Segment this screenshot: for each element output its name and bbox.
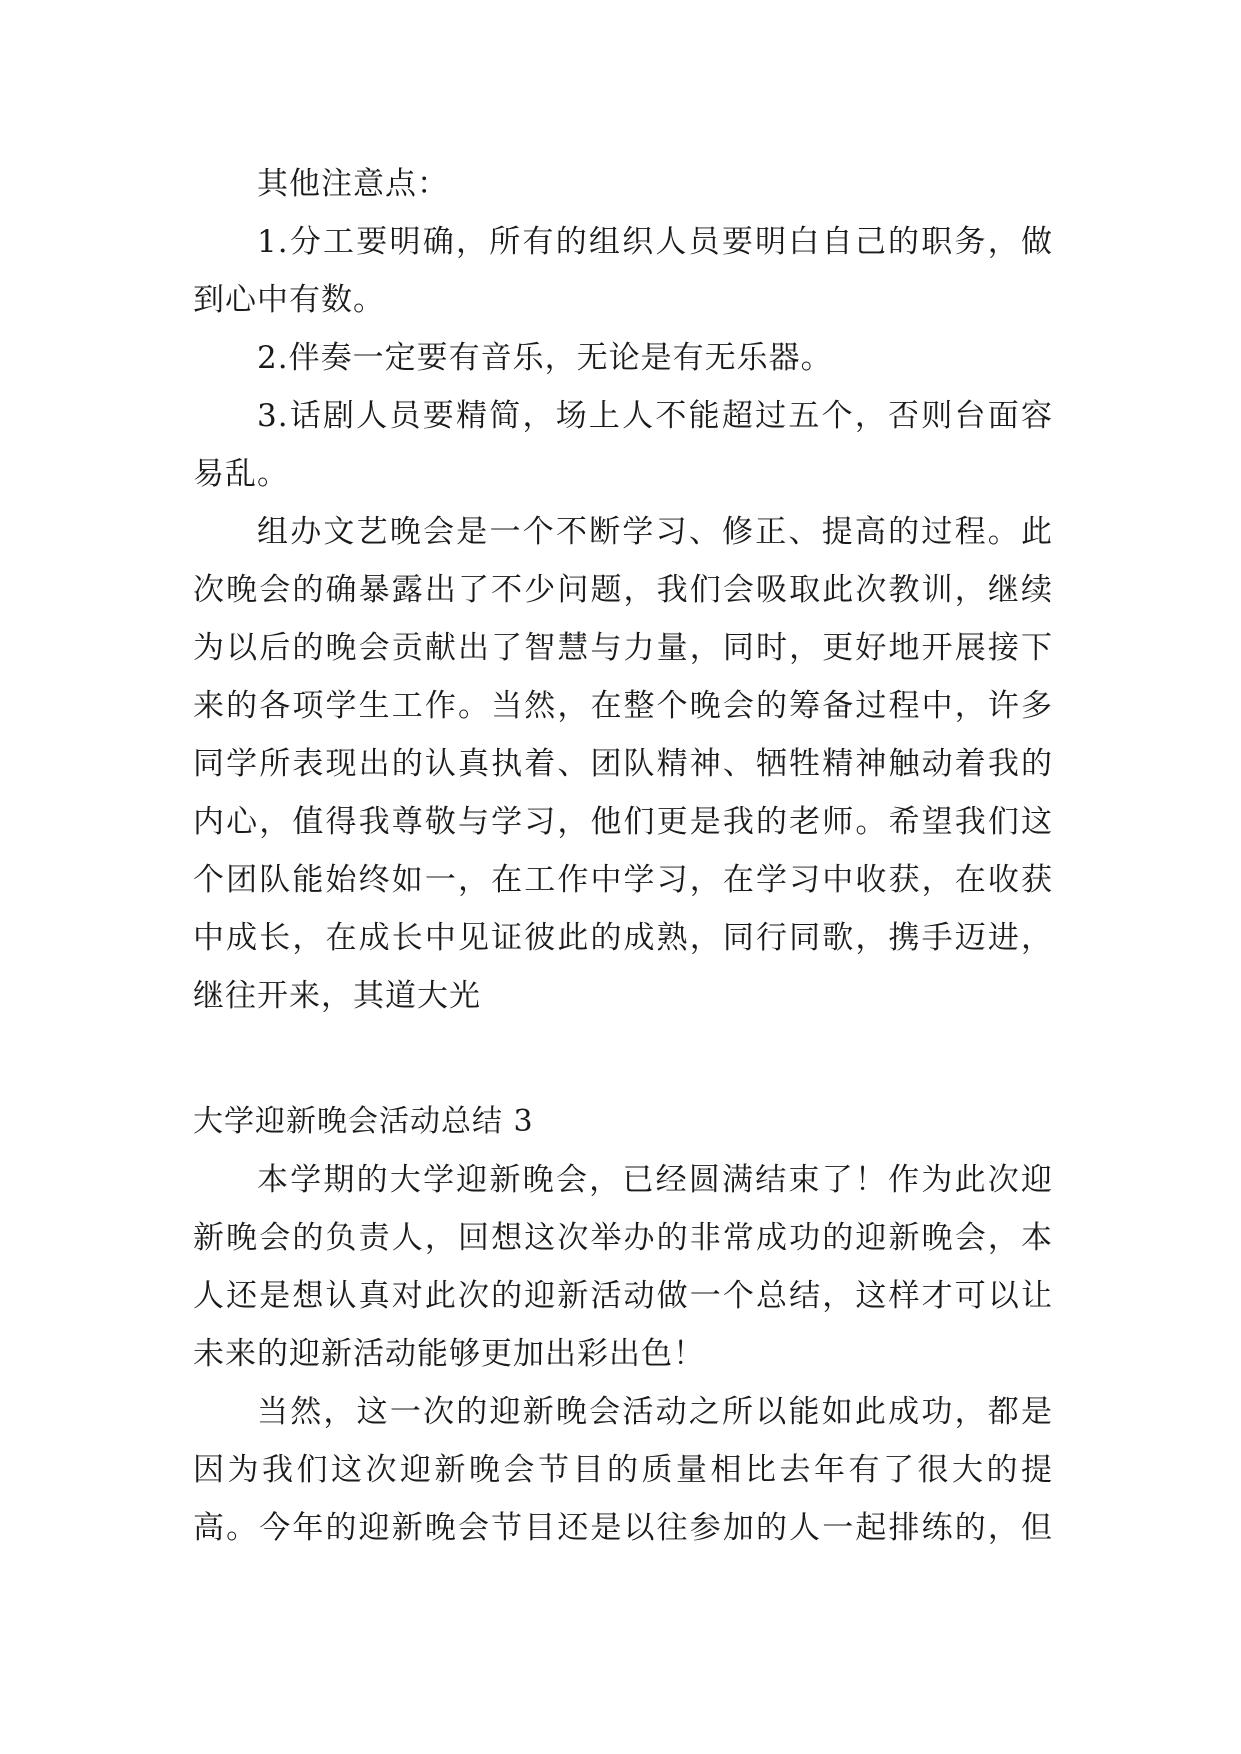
paragraph-line: 个团队能始终如一，在工作中学习，在学习中收获，在收获 [193,862,1053,898]
paragraph-line: 3.话剧人员要精简，场上人不能超过五个，否则台面容 [257,398,1053,434]
paragraph-line: 同学所表现出的认真执着、团队精神、牺牲精神触动着我的 [193,746,1053,782]
paragraph-line: 易乱。 [193,456,289,492]
paragraph-line: 次晚会的确暴露出了不少问题，我们会吸取此次教训，继续 [193,572,1053,608]
paragraph-line: 未来的迎新活动能够更加出彩出色！ [193,1336,705,1372]
paragraph-line: 新晚会的负责人，回想这次举办的非常成功的迎新晚会，本 [193,1220,1053,1256]
paragraph-line: 本学期的大学迎新晚会，已经圆满结束了！作为此次迎 [257,1162,1053,1198]
paragraph-line: 到心中有数。 [193,282,385,318]
section-heading: 大学迎新晚会活动总结 3 [193,1104,534,1139]
paragraph-line: 高。今年的迎新晚会节目还是以往参加的人一起排练的，但 [193,1510,1053,1546]
paragraph-line: 组办文艺晚会是一个不断学习、修正、提高的过程。此 [257,514,1053,550]
paragraph-line: 2.伴奏一定要有音乐，无论是有无乐器。 [257,340,833,376]
paragraph-line: 其他注意点： [257,166,449,202]
paragraph-line: 中成长，在成长中见证彼此的成熟，同行同歌，携手迈进， [193,920,1053,956]
paragraph-line: 继往开来，其道大光 [193,978,481,1014]
paragraph-line: 因为我们这次迎新晚会节目的质量相比去年有了很大的提 [193,1452,1053,1488]
paragraph-line: 当然，这一次的迎新晚会活动之所以能如此成功，都是 [257,1394,1053,1430]
paragraph-line: 来的各项学生工作。当然，在整个晚会的筹备过程中，许多 [193,688,1053,724]
paragraph-line: 1.分工要明确，所有的组织人员要明白自己的职务，做 [257,224,1053,260]
paragraph-line: 为以后的晚会贡献出了智慧与力量，同时，更好地开展接下 [193,630,1053,666]
paragraph-line: 人还是想认真对此次的迎新活动做一个总结，这样才可以让 [193,1278,1053,1314]
paragraph-line: 内心，值得我尊敬与学习，他们更是我的老师。希望我们这 [193,804,1053,840]
